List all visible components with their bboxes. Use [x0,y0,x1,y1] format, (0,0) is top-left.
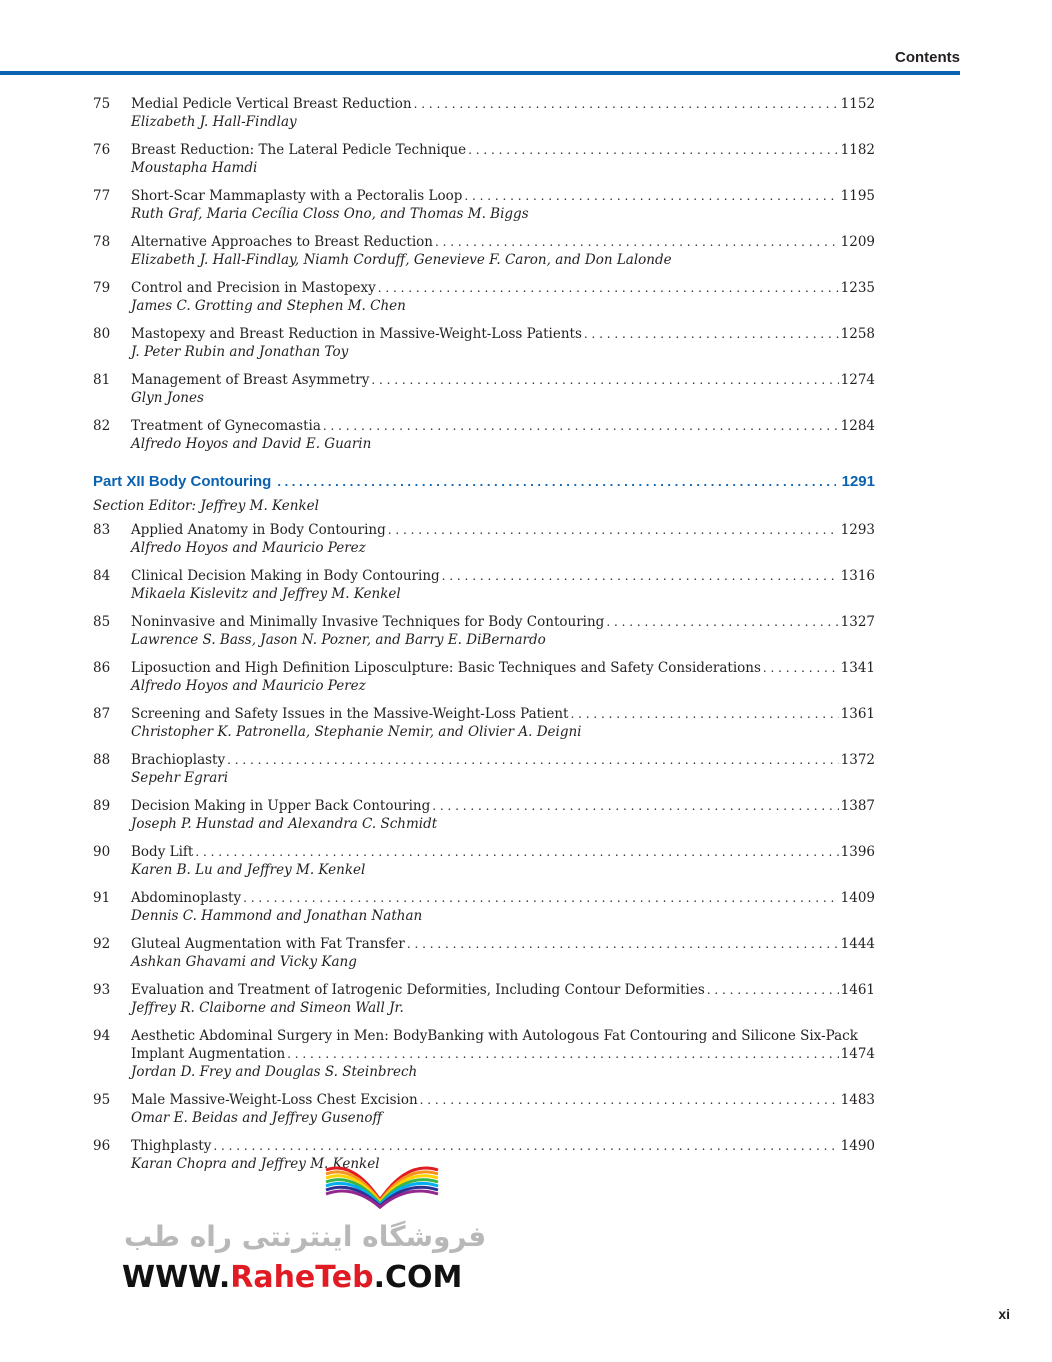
chapter-page: 1152 [840,96,875,112]
chapter-authors: Alfredo Hoyos and David E. Guarin [131,436,372,452]
leader-dots [584,325,839,343]
chapter-authors: Lawrence S. Bass, Jason N. Pozner, and Barry E. DiBernardo [131,632,546,648]
chapter-number: 87 [93,706,111,722]
leader-dots [388,521,839,539]
chapter-number: 92 [93,936,111,952]
chapter-title: Implant Augmentation [131,1046,286,1062]
chapter-title: Male Massive-Weight-Loss Chest Excision [131,1092,418,1108]
chapter-title: Alternative Approaches to Breast Reduction [131,234,433,250]
chapter-number: 95 [93,1092,111,1108]
chapter-title: Gluteal Augmentation with Fat Transfer [131,936,405,952]
chapter-number: 79 [93,280,111,296]
section-editor: Section Editor: Jeffrey M. Kenkel [93,498,319,514]
chapter-number: 93 [93,982,111,998]
leader-dots [468,141,838,159]
chapter-authors: Dennis C. Hammond and Jonathan Nathan [131,908,423,924]
toc-entry[interactable] [93,1027,875,1082]
chapter-title: Abdominoplasty [131,890,242,906]
chapter-authors: Moustapha Hamdi [131,160,258,176]
toc-entry[interactable] [93,751,875,788]
chapter-page: 1316 [840,568,875,584]
leader-dots [763,659,839,677]
chapter-page: 1396 [840,844,875,860]
toc-entry[interactable] [93,187,875,224]
chapter-page: 1461 [840,982,875,998]
chapter-page: 1474 [840,1046,875,1062]
leader-dots [378,279,839,297]
chapter-page: 1387 [840,798,875,814]
chapter-authors: Alfredo Hoyos and Mauricio Perez [131,678,366,694]
running-header-title: Contents [895,49,960,66]
leader-dots [407,935,839,953]
chapter-page: 1327 [840,614,875,630]
chapter-title: Brachioplasty [131,752,226,768]
table-of-contents [93,95,875,1183]
chapter-authors: Mikaela Kislevitz and Jeffrey M. Kenkel [131,586,401,602]
chapter-authors: Ruth Graf, Maria Cecília Closs Ono, and Thomas M. Biggs [131,206,529,222]
toc-entry[interactable] [93,797,875,834]
chapter-page: 1235 [840,280,875,296]
chapter-title: Liposuction and High Definition Liposculpture: Basic Techniques and Safety Considerations [131,660,761,676]
chapter-number: 84 [93,568,111,584]
chapter-title: Medial Pedicle Vertical Breast Reduction [131,96,412,112]
page-number: xi [998,1306,1010,1322]
chapter-number: 76 [93,142,111,158]
chapter-number: 85 [93,614,111,630]
leader-dots [243,889,839,907]
chapter-title-line1: Aesthetic Abdominal Surgery in Men: BodyBanking with Autologous Fat Contouring and Silicone Six-Pack [131,1028,858,1044]
chapter-title: Treatment of Gynecomastia [131,418,321,434]
chapter-authors: Jordan D. Frey and Douglas S. Steinbrech [131,1064,418,1080]
toc-entry[interactable] [93,521,875,558]
toc-entry[interactable] [93,417,875,454]
toc-entry[interactable] [93,981,875,1018]
chapter-title: Body Lift [131,844,194,860]
chapter-page: 1293 [840,522,875,538]
toc-entry[interactable] [93,371,875,408]
book-logo-icon [318,1160,448,1222]
chapter-page: 1444 [840,936,875,952]
leader-dots [432,797,838,815]
chapter-title: Short-Scar Mammaplasty with a Pectoralis Loop [131,188,463,204]
chapter-authors: Alfredo Hoyos and Mauricio Perez [131,540,366,556]
chapter-number: 77 [93,188,111,204]
toc-entry[interactable] [93,95,875,132]
leader-dots [414,95,839,113]
part-page: 1291 [841,473,875,490]
chapter-number: 96 [93,1138,111,1154]
chapter-authors: Karen B. Lu and Jeffrey M. Kenkel [131,862,366,878]
leader-dots [227,751,839,769]
toc-entry[interactable] [93,705,875,742]
watermark-url-prefix: WWW. [122,1260,231,1295]
chapter-title: Thighplasty [131,1138,212,1154]
watermark-persian-text: فروشگاه اینترنتی راه طب [124,1220,487,1253]
leader-dots [464,187,838,205]
chapter-authors: James C. Grotting and Stephen M. Chen [131,298,406,314]
leader-dots [435,233,839,251]
toc-entry[interactable] [93,279,875,316]
chapter-authors: Christopher K. Patronella, Stephanie Nemir, and Olivier A. Deigni [131,724,582,740]
leader-dots [323,417,839,435]
chapter-authors: Elizabeth J. Hall-Findlay [131,114,297,130]
leader-dots [287,1045,838,1063]
chapter-authors: Jeffrey R. Claiborne and Simeon Wall Jr. [131,1000,404,1016]
watermark-url [122,1260,462,1295]
chapter-page: 1409 [840,890,875,906]
watermark [118,1160,487,1300]
leader-dots [371,371,838,389]
chapter-title: Control and Precision in Mastopexy [131,280,376,296]
toc-entry[interactable] [93,935,875,972]
leader-dots [213,1137,838,1155]
chapter-page: 1284 [840,418,875,434]
part-title: Part XII Body Contouring [93,473,272,490]
leader-dots [606,613,838,631]
header-rule [0,71,960,75]
chapter-page: 1372 [840,752,875,768]
toc-group-breast [93,95,875,454]
chapter-authors: Ashkan Ghavami and Vicky Kang [131,954,357,970]
leader-dots [195,843,838,861]
chapter-number: 81 [93,372,111,388]
chapter-authors: J. Peter Rubin and Jonathan Toy [131,344,349,360]
chapter-title: Clinical Decision Making in Body Contouring [131,568,440,584]
toc-entry[interactable] [93,659,875,696]
chapter-page: 1341 [840,660,875,676]
chapter-authors: Elizabeth J. Hall-Findlay, Niamh Corduff, Genevieve F. Caron, and Don Lalonde [131,252,672,268]
toc-entry[interactable] [93,613,875,650]
chapter-number: 82 [93,418,111,434]
chapter-number: 83 [93,522,111,538]
toc-entry[interactable] [93,843,875,880]
chapter-title: Applied Anatomy in Body Contouring [131,522,386,538]
chapter-title: Screening and Safety Issues in the Massive-Weight-Loss Patient [131,706,569,722]
chapter-authors: Omar E. Beidas and Jeffrey Gusenoff [131,1110,383,1126]
chapter-title: Noninvasive and Minimally Invasive Techniques for Body Contouring [131,614,605,630]
chapter-page: 1490 [840,1138,875,1154]
chapter-page: 1182 [840,142,875,158]
chapter-title: Mastopexy and Breast Reduction in Massive-Weight-Loss Patients [131,326,582,342]
part-heading[interactable] [93,472,875,516]
chapter-page: 1274 [840,372,875,388]
chapter-authors: Glyn Jones [131,390,204,406]
chapter-title: Management of Breast Asymmetry [131,372,370,388]
chapter-authors: Joseph P. Hunstad and Alexandra C. Schmidt [131,816,438,832]
chapter-number: 94 [93,1028,111,1044]
chapter-number: 91 [93,890,111,906]
chapter-page: 1209 [840,234,875,250]
chapter-number: 88 [93,752,111,768]
chapter-authors: Karan Chopra and Jeffrey M. Kenkel [131,1156,380,1172]
chapter-number: 80 [93,326,111,342]
chapter-title: Decision Making in Upper Back Contouring [131,798,431,814]
leader-dots [570,705,838,723]
toc-entry[interactable] [93,889,875,926]
chapter-number: 78 [93,234,111,250]
toc-entry[interactable] [93,325,875,362]
chapter-page: 1361 [840,706,875,722]
watermark-url-brand: RaheTeb [230,1260,374,1295]
leader-dots [442,567,839,585]
toc-entry[interactable] [93,567,875,604]
chapter-page: 1258 [840,326,875,342]
chapter-authors: Sepehr Egrari [131,770,229,786]
chapter-page: 1195 [840,188,875,204]
chapter-number: 75 [93,96,111,112]
chapter-title: Breast Reduction: The Lateral Pedicle Technique [131,142,467,158]
chapter-title: Evaluation and Treatment of Iatrogenic Deformities, Including Contour Deformities [131,982,705,998]
chapter-number: 90 [93,844,111,860]
leader-dots [707,981,839,999]
toc-entry[interactable] [93,141,875,178]
toc-entry[interactable] [93,1091,875,1128]
chapter-page: 1483 [840,1092,875,1108]
toc-group-body-contouring [93,521,875,1174]
chapter-number: 89 [93,798,111,814]
part-leader-dots [277,472,835,492]
leader-dots [420,1091,839,1109]
toc-entry[interactable] [93,233,875,270]
chapter-number: 86 [93,660,111,676]
watermark-url-suffix: .COM [373,1260,463,1295]
